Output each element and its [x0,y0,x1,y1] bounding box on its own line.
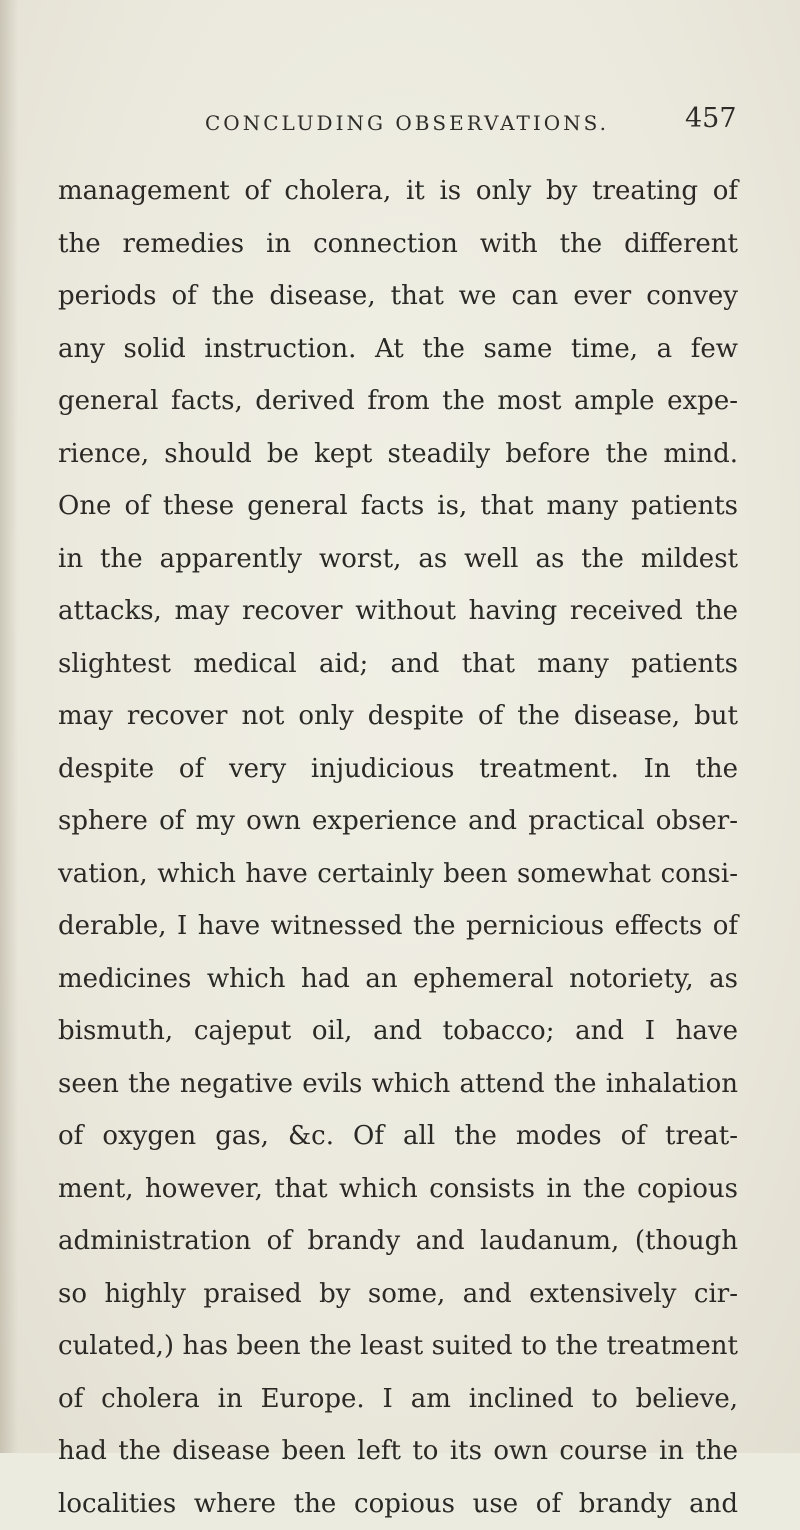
text-line: slightest medical aid; and that many patients [58,638,738,691]
text-line: bismuth, cajeput oil, and tobacco; and I have [58,1005,738,1058]
text-line: management of cholera, it is only by treating of [58,165,738,218]
text-line: culated,) has been the least suited to the treatment [58,1320,738,1373]
text-line: any solid instruction. At the same time, a few [58,323,738,376]
text-line: localities where the copious use of brandy and [58,1478,738,1530]
text-line: general facts, derived from the most ample expe- [58,375,738,428]
text-line: vation, which have certainly been somewhat consi- [58,848,738,901]
text-line: administration of brandy and laudanum, (though [58,1215,738,1268]
text-line: attacks, may recover without having received the [58,585,738,638]
text-line: medicines which had an ephemeral notoriety, as [58,953,738,1006]
text-line: sphere of my own experience and practical obser- [58,795,738,848]
running-title: CONCLUDING OBSERVATIONS. [205,111,609,135]
text-line: of oxygen gas, &c. Of all the modes of treat- [58,1110,738,1163]
text-line: of cholera in Europe. I am inclined to believe, [58,1373,738,1426]
text-line: the remedies in connection with the different [58,218,738,271]
text-line: may recover not only despite of the disease, but [58,690,738,743]
text-line: in the apparently worst, as well as the mildest [58,533,738,586]
text-line: rience, should be kept steadily before the mind. [58,428,738,481]
running-head [205,103,745,143]
binding-shadow [0,0,18,1453]
body-text [58,165,738,1530]
text-line: derable, I have witnessed the pernicious effects of [58,900,738,953]
text-line: One of these general facts is, that many patients [58,480,738,533]
text-line: so highly praised by some, and extensively cir- [58,1268,738,1321]
text-line: periods of the disease, that we can ever convey [58,270,738,323]
text-line: despite of very injudicious treatment. In the [58,743,738,796]
text-line: seen the negative evils which attend the inhalation [58,1058,738,1111]
text-line: had the disease been left to its own course in the [58,1425,738,1478]
text-line: ment, however, that which consists in the copious [58,1163,738,1216]
page-number: 457 [685,103,737,134]
